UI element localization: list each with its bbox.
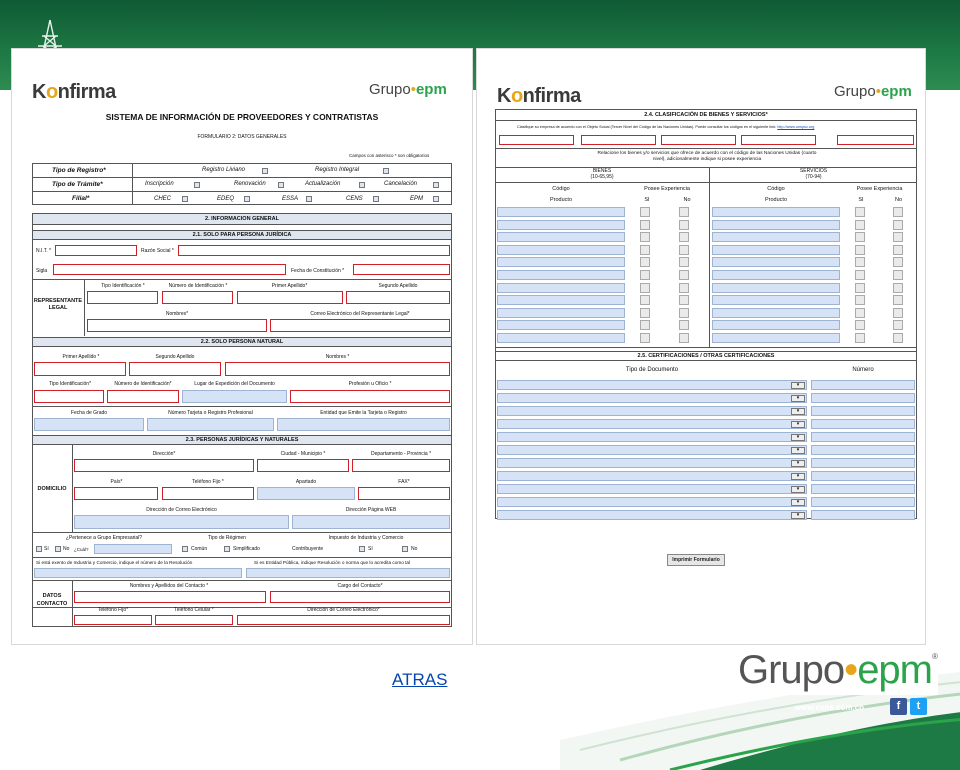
pn-segundo-apellido-input[interactable] bbox=[129, 362, 221, 376]
bienes-producto-header: Producto bbox=[549, 197, 572, 203]
pn-profesion-input[interactable] bbox=[290, 390, 450, 403]
sigla-label: Sigla bbox=[36, 268, 48, 274]
contacto-cargo-label: Cargo del Contacto* bbox=[337, 583, 383, 589]
bienes-no-cell[interactable] bbox=[679, 295, 689, 305]
grupo-epm-brand: Grupo•epm bbox=[738, 645, 938, 695]
rep-nombres-label: Nombres* bbox=[165, 311, 189, 317]
numero-input[interactable] bbox=[811, 484, 915, 494]
konfirma-logo: Konfirma bbox=[32, 81, 116, 103]
regimen-label: Tipo de Régimen bbox=[208, 535, 246, 541]
ica-no-label: No bbox=[411, 546, 418, 552]
regimen-simplificado-label: Simplificado bbox=[233, 546, 260, 552]
rep-tipo-id-input[interactable] bbox=[87, 291, 158, 304]
grupo-no-checkbox[interactable] bbox=[55, 546, 61, 552]
grupo-no-label: No bbox=[63, 546, 70, 552]
form-page-general-data bbox=[11, 48, 473, 645]
depto-label: Departamento - Provincia * bbox=[370, 451, 432, 457]
servicios-si-cell[interactable] bbox=[855, 308, 865, 318]
pais-label: País* bbox=[110, 479, 123, 485]
pn-primer-apellido-input[interactable] bbox=[34, 362, 126, 376]
bienes-producto-cell[interactable] bbox=[497, 320, 625, 330]
registro-integral-label: Registro Integral bbox=[315, 167, 360, 173]
ica-label: Impuesto de Industria y Comercio bbox=[328, 535, 404, 541]
registro-integral-checkbox[interactable] bbox=[383, 168, 389, 174]
servicios-no-cell[interactable] bbox=[893, 308, 903, 318]
pn-fecha-grado-input[interactable] bbox=[34, 418, 144, 431]
bienes-experiencia-header: Posee Experiencia bbox=[644, 186, 690, 192]
ica-no-checkbox[interactable] bbox=[402, 546, 408, 552]
servicios-codigo-header: Código bbox=[767, 186, 785, 192]
bienes-si-cell[interactable] bbox=[640, 207, 650, 217]
numero-input[interactable] bbox=[811, 445, 915, 455]
form-title: SISTEMA DE INFORMACIÓN DE PROVEEDORES Y CONTRATISTAS bbox=[105, 112, 379, 122]
bienes-si-cell[interactable] bbox=[640, 257, 650, 267]
fecha-constitucion-input[interactable] bbox=[353, 264, 450, 275]
dropdown-arrow-icon[interactable]: ▾ bbox=[791, 421, 805, 428]
bienes-no-cell[interactable] bbox=[679, 220, 689, 230]
pn-entidad-label: Entidad que Emite la Tarjeta o Registro bbox=[320, 410, 407, 416]
rep-segundo-apellido-input[interactable] bbox=[346, 291, 450, 304]
contacto-tel-label: Teléfono Fijo* bbox=[97, 607, 129, 613]
servicios-producto-cell[interactable] bbox=[712, 320, 840, 330]
clasif-code-3[interactable] bbox=[661, 135, 736, 145]
servicios-producto-cell[interactable] bbox=[712, 245, 840, 255]
numero-header: Número bbox=[852, 367, 874, 373]
servicios-no-cell[interactable] bbox=[893, 220, 903, 230]
bienes-no-cell[interactable] bbox=[679, 232, 689, 242]
contacto-cel-label: Teléfono Celular * bbox=[174, 607, 214, 613]
clasif-code-5[interactable] bbox=[837, 135, 914, 145]
rep-num-id-input[interactable] bbox=[162, 291, 233, 304]
rep-num-id-label: Número de Identificación * bbox=[168, 283, 228, 289]
section-24-header: 2.4. CLASIFICACIÓN DE BIENES Y SERVICIOS* bbox=[495, 109, 917, 121]
servicios-no-cell[interactable] bbox=[893, 283, 903, 293]
servicios-no-cell[interactable] bbox=[893, 320, 903, 330]
pn-nombres-label: Nombres * bbox=[325, 354, 350, 360]
tipo-tramite-label: Tipo de Trámite* bbox=[52, 181, 103, 188]
numero-input[interactable] bbox=[811, 497, 915, 507]
nit-input[interactable] bbox=[55, 245, 137, 256]
tramite-renovacion-label: Renovación bbox=[234, 181, 266, 187]
bienes-no-cell[interactable] bbox=[679, 308, 689, 318]
bienes-producto-cell[interactable] bbox=[497, 232, 625, 242]
bienes-producto-cell[interactable] bbox=[497, 308, 625, 318]
tipo-documento-select[interactable] bbox=[497, 380, 807, 390]
bienes-producto-cell[interactable] bbox=[497, 270, 625, 280]
dropdown-arrow-icon[interactable]: ▾ bbox=[791, 473, 805, 480]
sigla-input[interactable] bbox=[53, 264, 286, 275]
registro-liviano-checkbox[interactable] bbox=[262, 168, 268, 174]
entidad-publica-label: Si es Entidad Pública, indique Resolución o norma que lo acredita como tal bbox=[254, 560, 411, 565]
filial-chec-checkbox[interactable] bbox=[182, 196, 188, 202]
clasif-code-1[interactable] bbox=[499, 135, 574, 145]
bienes-si-cell[interactable] bbox=[640, 320, 650, 330]
apartado-input[interactable] bbox=[257, 487, 355, 500]
tipo-documento-select[interactable] bbox=[497, 406, 807, 416]
section-21-header: 2.1. SOLO PARA PERSONA JURÍDICA bbox=[32, 230, 452, 240]
grupo-empresarial-label: ¿Pertenece a Grupo Empresarial? bbox=[65, 535, 143, 541]
servicios-producto-cell[interactable] bbox=[712, 308, 840, 318]
direccion-input[interactable] bbox=[74, 459, 254, 472]
pn-segundo-apellido-label: Segundo Apellido bbox=[155, 354, 195, 360]
pn-entidad-input[interactable] bbox=[277, 418, 450, 431]
servicios-si-cell[interactable] bbox=[855, 257, 865, 267]
contacto-nombre-input[interactable] bbox=[74, 591, 266, 603]
bienes-si-cell[interactable] bbox=[640, 308, 650, 318]
dropdown-arrow-icon[interactable]: ▾ bbox=[791, 408, 805, 415]
clasif-code-2[interactable] bbox=[581, 135, 656, 145]
contacto-tel-input[interactable] bbox=[74, 615, 152, 625]
ica-si-label: Sí bbox=[368, 546, 373, 552]
servicios-producto-cell[interactable] bbox=[712, 270, 840, 280]
tipo-documento-select[interactable] bbox=[497, 497, 807, 507]
contacto-cargo-input[interactable] bbox=[270, 591, 450, 603]
contacto-cel-input[interactable] bbox=[155, 615, 233, 625]
exento-input[interactable] bbox=[34, 568, 242, 578]
ica-si-checkbox[interactable] bbox=[359, 546, 365, 552]
grupo-si-label: Sí bbox=[44, 546, 49, 552]
servicios-producto-header: Producto bbox=[764, 197, 787, 203]
bienes-no-cell[interactable] bbox=[679, 207, 689, 217]
numero-input[interactable] bbox=[811, 406, 915, 416]
numero-input[interactable] bbox=[811, 510, 915, 520]
servicios-no-cell[interactable] bbox=[893, 333, 903, 343]
domicilio-label: DOMICILIO bbox=[37, 486, 67, 492]
fax-label: FAX* bbox=[398, 479, 410, 485]
dropdown-arrow-icon[interactable]: ▾ bbox=[791, 486, 805, 493]
numero-input[interactable] bbox=[811, 393, 915, 403]
facebook-icon[interactable]: f bbox=[890, 698, 907, 715]
bienes-label: BIENES bbox=[592, 168, 612, 174]
regimen-comun-checkbox[interactable] bbox=[182, 546, 188, 552]
datos-contacto-label: DATOS CONTACTO bbox=[36, 593, 68, 607]
dropdown-arrow-icon[interactable]: ▾ bbox=[791, 395, 805, 402]
servicios-label: SERVICIOS bbox=[799, 168, 828, 174]
back-link[interactable]: ATRAS bbox=[392, 670, 448, 689]
direccion-label: Dirección* bbox=[152, 451, 176, 457]
servicios-producto-cell[interactable] bbox=[712, 232, 840, 242]
razon-social-input[interactable] bbox=[178, 245, 450, 256]
depto-input[interactable] bbox=[352, 459, 450, 472]
numero-input[interactable] bbox=[811, 380, 915, 390]
dropdown-arrow-icon[interactable]: ▾ bbox=[791, 382, 805, 389]
konfirma-logo-2: Konfirma bbox=[497, 85, 581, 107]
exento-label: Si está exento de Industria y Comercio, indique el número de la Resolución bbox=[36, 560, 193, 565]
entidad-publica-input[interactable] bbox=[246, 568, 450, 578]
servicios-producto-cell[interactable] bbox=[712, 283, 840, 293]
ciudad-input[interactable] bbox=[257, 459, 349, 472]
razon-social-label: Razón Social * bbox=[141, 248, 174, 254]
required-note: Campos con asterisco * son obligatorios bbox=[349, 153, 430, 158]
bienes-si-cell[interactable] bbox=[640, 232, 650, 242]
servicios-si-cell[interactable] bbox=[855, 245, 865, 255]
grupo-si-checkbox[interactable] bbox=[36, 546, 42, 552]
servicios-no-cell[interactable] bbox=[893, 295, 903, 305]
rep-tipo-id-label: Tipo Identificación * bbox=[101, 283, 145, 289]
servicios-no-header: No bbox=[894, 197, 903, 203]
servicios-si-cell[interactable] bbox=[855, 270, 865, 280]
rep-primer-apellido-label: Primer Apellido* bbox=[271, 283, 308, 289]
tel-fijo-input[interactable] bbox=[162, 487, 254, 500]
pn-num-id-input[interactable] bbox=[107, 390, 179, 403]
twitter-icon[interactable]: t bbox=[910, 698, 927, 715]
apartado-label: Apartado bbox=[295, 479, 317, 485]
contribuyente-label: Contribuyente bbox=[292, 546, 324, 552]
bienes-si-cell[interactable] bbox=[640, 283, 650, 293]
registro-liviano-label: Registro Liviano bbox=[202, 167, 246, 173]
pn-tipo-id-input[interactable] bbox=[34, 390, 104, 403]
dropdown-arrow-icon[interactable]: ▾ bbox=[791, 447, 805, 454]
servicios-experiencia-header: Posee Experiencia bbox=[856, 186, 903, 192]
web-input[interactable] bbox=[292, 515, 450, 529]
grupo-cual-label: ¿Cuál? bbox=[74, 547, 89, 552]
bienes-no-header: No bbox=[683, 197, 691, 203]
numero-input[interactable] bbox=[811, 419, 915, 429]
servicios-range: (70-94) bbox=[805, 174, 822, 180]
bienes-codigo-header: Código bbox=[552, 186, 570, 192]
contacto-nombre-label: Nombres y Apellidos del Contacto * bbox=[129, 583, 209, 589]
bienes-producto-cell[interactable] bbox=[497, 220, 625, 230]
tipo-documento-select[interactable] bbox=[497, 419, 807, 429]
servicios-no-cell[interactable] bbox=[893, 232, 903, 242]
form-subtitle: FORMULARIO 2: DATOS GENERALES bbox=[197, 134, 287, 140]
servicios-no-cell[interactable] bbox=[893, 207, 903, 217]
pn-lugar-exp-label: Lugar de Expedición del Documento bbox=[194, 381, 275, 387]
bienes-producto-cell[interactable] bbox=[497, 257, 625, 267]
numero-input[interactable] bbox=[811, 471, 915, 481]
registered-mark: ® bbox=[932, 652, 938, 661]
bienes-no-cell[interactable] bbox=[679, 283, 689, 293]
numero-input[interactable] bbox=[811, 432, 915, 442]
bienes-si-cell[interactable] bbox=[640, 333, 650, 343]
pn-profesion-label: Profesión u Oficio * bbox=[348, 381, 392, 387]
representante-legal-label: REPRESENTANTE LEGAL bbox=[33, 298, 83, 311]
tramite-cancelacion-label: Cancelación bbox=[384, 181, 418, 187]
rep-segundo-apellido-label: Segundo Apellido bbox=[378, 283, 418, 289]
bienes-producto-cell[interactable] bbox=[497, 207, 625, 217]
fax-input[interactable] bbox=[358, 487, 450, 500]
tipo-documento-select[interactable] bbox=[497, 432, 807, 442]
tipo-documento-header: Tipo de Documento bbox=[625, 367, 679, 373]
servicios-si-header: SI bbox=[858, 197, 864, 203]
bienes-producto-cell[interactable] bbox=[497, 283, 625, 293]
bienes-si-cell[interactable] bbox=[640, 295, 650, 305]
bienes-no-cell[interactable] bbox=[679, 270, 689, 280]
tipo-documento-select[interactable] bbox=[497, 484, 807, 494]
tramite-actualizacion-checkbox[interactable] bbox=[359, 182, 365, 188]
correo-input[interactable] bbox=[74, 515, 289, 529]
clasif-note: Clasifique su empresa de acuerdo con el Objeto Social (Tercer Nivel del Código de las Naciones Unidas). Puede consultar los códigos en el siguiente link: http://www.unspsc.org bbox=[517, 125, 815, 129]
filial-edeq-checkbox[interactable] bbox=[244, 196, 250, 202]
print-form-button[interactable]: Imprimir Formulario bbox=[667, 554, 725, 566]
contacto-correo-input[interactable] bbox=[237, 615, 450, 625]
pn-num-id-label: Número de Identificación* bbox=[114, 381, 172, 387]
rep-correo-label: Correo Electrónico del Representante Legal* bbox=[310, 311, 410, 317]
bienes-no-cell[interactable] bbox=[679, 245, 689, 255]
servicios-si-cell[interactable] bbox=[855, 320, 865, 330]
section-25-header: 2.5. CERTIFICACIONES / OTRAS CERTIFICACIONES bbox=[495, 351, 917, 361]
bienes-no-cell[interactable] bbox=[679, 257, 689, 267]
section-2-header: 2. INFORMACION GENERAL bbox=[32, 213, 452, 225]
pn-tarjeta-input[interactable] bbox=[147, 418, 274, 431]
tramite-actualizacion-label: Actualización bbox=[305, 181, 341, 187]
unspsc-link[interactable]: http://www.unspsc.org bbox=[777, 125, 815, 129]
pn-lugar-exp-input[interactable] bbox=[182, 390, 287, 403]
tipo-documento-select[interactable] bbox=[497, 393, 807, 403]
bienes-producto-cell[interactable] bbox=[497, 245, 625, 255]
bienes-no-cell[interactable] bbox=[679, 320, 689, 330]
bienes-producto-cell[interactable] bbox=[497, 333, 625, 343]
servicios-si-cell[interactable] bbox=[855, 283, 865, 293]
servicios-no-cell[interactable] bbox=[893, 257, 903, 267]
filial-edeq-label: EDEQ bbox=[217, 196, 235, 202]
filial-cens-checkbox[interactable] bbox=[373, 196, 379, 202]
servicios-no-cell[interactable] bbox=[893, 270, 903, 280]
section-23-header: 2.3. PERSONAS JURÍDICAS Y NATURALES bbox=[32, 435, 452, 445]
servicios-si-cell[interactable] bbox=[855, 232, 865, 242]
fecha-constitucion-label: Fecha de Constitución * bbox=[291, 268, 345, 274]
filial-essa-checkbox[interactable] bbox=[306, 196, 312, 202]
grupo-epm-logo: Grupo•epm bbox=[369, 81, 447, 98]
filial-epm-checkbox[interactable] bbox=[433, 196, 439, 202]
servicios-no-cell[interactable] bbox=[893, 245, 903, 255]
nit-label: N.I.T. * bbox=[36, 248, 52, 254]
bienes-range: (10-65,95) bbox=[590, 174, 614, 180]
servicios-si-cell[interactable] bbox=[855, 220, 865, 230]
servicios-si-cell[interactable] bbox=[855, 295, 865, 305]
servicios-producto-cell[interactable] bbox=[712, 333, 840, 343]
relacione-text: Relacione los bienes y/o servicios que ofrece de acuerdo con el código de las Naciones Unidas (cuarto nivel), adicionalmente indique si posee experiencia bbox=[597, 151, 817, 162]
correo-label: Dirección de Correo Electrónico bbox=[146, 507, 217, 513]
rep-primer-apellido-input[interactable] bbox=[237, 291, 343, 304]
numero-input[interactable] bbox=[811, 458, 915, 468]
filial-chec-label: CHEC bbox=[154, 196, 172, 202]
filial-cens-label: CENS bbox=[346, 196, 363, 202]
dropdown-arrow-icon[interactable]: ▾ bbox=[791, 499, 805, 506]
rep-nombres-input[interactable] bbox=[87, 319, 267, 332]
pais-input[interactable] bbox=[74, 487, 158, 500]
tramite-inscripcion-checkbox[interactable] bbox=[194, 182, 200, 188]
tipo-documento-select[interactable] bbox=[497, 445, 807, 455]
dropdown-arrow-icon[interactable]: ▾ bbox=[791, 434, 805, 441]
bienes-no-cell[interactable] bbox=[679, 333, 689, 343]
servicios-si-cell[interactable] bbox=[855, 207, 865, 217]
footer-url: www.cens.com.co bbox=[795, 703, 865, 712]
servicios-si-cell[interactable] bbox=[855, 333, 865, 343]
bienes-si-cell[interactable] bbox=[640, 245, 650, 255]
servicios-producto-cell[interactable] bbox=[712, 207, 840, 217]
pn-nombres-input[interactable] bbox=[225, 362, 450, 376]
tipo-documento-select[interactable] bbox=[497, 510, 807, 520]
bienes-si-cell[interactable] bbox=[640, 220, 650, 230]
clasif-code-4[interactable] bbox=[741, 135, 816, 145]
bienes-si-cell[interactable] bbox=[640, 270, 650, 280]
bienes-producto-cell[interactable] bbox=[497, 295, 625, 305]
tel-fijo-label: Teléfono Fijo * bbox=[192, 479, 224, 485]
regimen-comun-label: Común bbox=[191, 546, 208, 552]
pn-tarjeta-label: Número Tarjeta o Registro Profesional bbox=[168, 410, 253, 416]
dropdown-arrow-icon[interactable]: ▾ bbox=[791, 460, 805, 467]
tipo-documento-select[interactable] bbox=[497, 458, 807, 468]
filial-epm-label: EPM bbox=[410, 196, 424, 202]
tramite-cancelacion-checkbox[interactable] bbox=[433, 182, 439, 188]
pn-tipo-id-label: Tipo Identificación* bbox=[48, 381, 92, 387]
tipo-registro-label: Tipo de Registro* bbox=[52, 167, 106, 174]
pn-primer-apellido-label: Primer Apellido * bbox=[62, 354, 100, 360]
servicios-producto-cell[interactable] bbox=[712, 220, 840, 230]
ciudad-label: Ciudad - Municipio * bbox=[280, 451, 326, 457]
bienes-si-header: SI bbox=[644, 197, 650, 203]
pn-fecha-grado-label: Fecha de Grado bbox=[70, 410, 108, 416]
tramite-inscripcion-label: Inscripción bbox=[145, 181, 174, 187]
filial-label: Filial* bbox=[72, 195, 90, 202]
rep-correo-input[interactable] bbox=[270, 319, 450, 332]
tramite-renovacion-checkbox[interactable] bbox=[278, 182, 284, 188]
form-page-classification bbox=[476, 48, 926, 645]
grupo-cual-input[interactable] bbox=[94, 544, 172, 554]
filial-essa-label: ESSA bbox=[282, 196, 299, 202]
tipo-documento-select[interactable] bbox=[497, 471, 807, 481]
contacto-correo-label: Dirección de Correo Electrónico* bbox=[307, 607, 380, 613]
servicios-producto-cell[interactable] bbox=[712, 257, 840, 267]
web-label: Dirección Página WEB bbox=[345, 507, 397, 513]
servicios-producto-cell[interactable] bbox=[712, 295, 840, 305]
grupo-epm-logo-2: Grupo•epm bbox=[834, 83, 912, 100]
regimen-simplificado-checkbox[interactable] bbox=[224, 546, 230, 552]
dropdown-arrow-icon[interactable]: ▾ bbox=[791, 512, 805, 519]
section-22-header: 2.2. SOLO PERSONA NATURAL bbox=[32, 337, 452, 347]
